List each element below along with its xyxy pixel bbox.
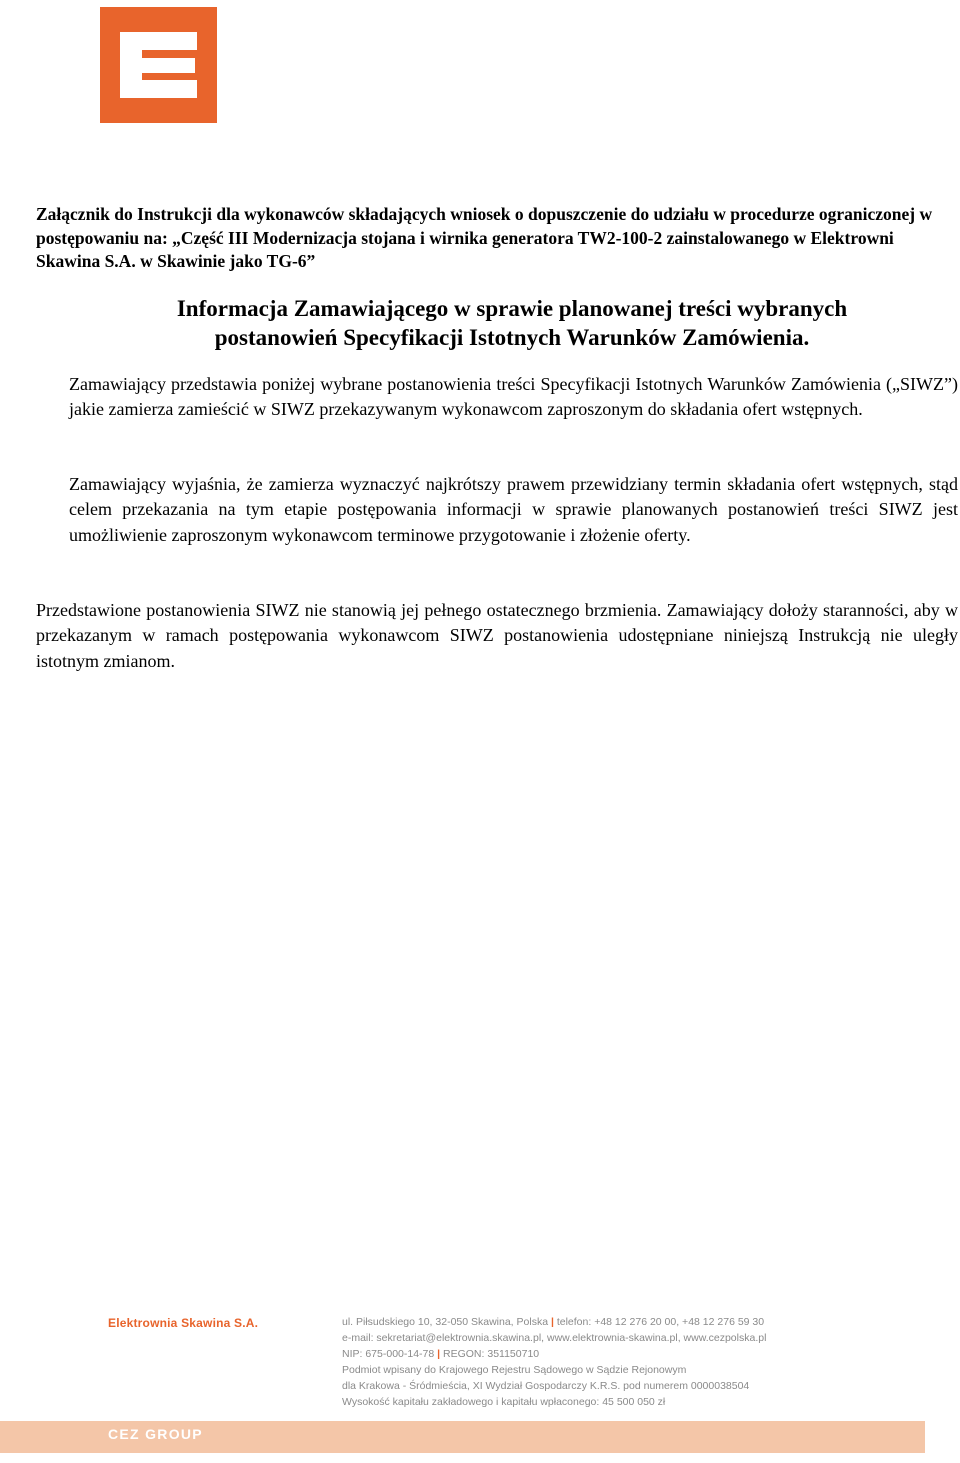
footer-line-address <box>342 1314 902 1330</box>
footer-registry-2: dla Krakowa - Śródmieścia, XI Wydział Gospodarczy K.R.S. pod numerem 0000038504 <box>342 1380 750 1392</box>
cez-group-label: CEZ GROUP <box>108 1426 203 1442</box>
footer-regon: REGON: 351150710 <box>443 1348 540 1360</box>
document-title <box>0 294 960 352</box>
footer-nip: NIP: 675-000-14-78 <box>342 1348 435 1360</box>
separator: | <box>550 1316 557 1328</box>
paragraph-3: Przedstawione postanowienia SIWZ nie stanowią jej pełnego ostatecznego brzmienia. Zamawiający dołoży staranności, aby w przekazanym w ramach postępowania wykonawcom SIWZ postanowienia udostępniane niniejszą Instrukcją nie uległy istotnym zmianom. <box>36 600 958 671</box>
footer-web: e-mail: sekretariat@elektrownia.skawina.pl, www.elektrownia-skawina.pl, www.cezpolska.pl <box>342 1332 767 1344</box>
footer-contact-block <box>342 1314 902 1410</box>
logo-e-shape <box>120 32 197 98</box>
title-line-1: Informacja Zamawiającego w sprawie planowanej treści wybranych <box>176 296 848 321</box>
footer-address: ul. Piłsudskiego 10, 32-050 Skawina, Polska <box>342 1316 549 1328</box>
paragraph-1: Zamawiający przedstawia poniżej wybrane postanowienia treści Specyfikacji Istotnych Warunków Zamówienia („SIWZ”) jakie zamierza zamieścić w SIWZ przekazywanym wykonawcom zaproszonym do składania ofert wstępnych. <box>69 374 958 420</box>
cez-logo <box>100 7 217 123</box>
attachment-note: Załącznik do Instrukcji dla wykonawców składających wniosek o dopuszczenie do udziału w procedurze ograniczonej w postępowaniu na: „Część III Modernizacja stojana i wirnika generatora TW2-100-2 zainstalowanego w Elektrowni Skawina S.A. w Skawinie jako TG-6” <box>36 204 933 271</box>
title-line-2: postanowień Specyfikacji Istotnych Warunków Zamówienia. <box>214 325 810 350</box>
footer-capital: Wysokość kapitału zakładowego i kapitału wpłaconego: 45 500 050 zł <box>342 1396 666 1408</box>
footer-registry-1: Podmiot wpisany do Krajowego Rejestru Sądowego w Sądzie Rejonowym <box>342 1364 687 1376</box>
paragraph-2: Zamawiający wyjaśnia, że zamierza wyznaczyć najkrótszy prawem przewidziany termin składania ofert wstępnych, stąd celem przekazania na tym etapie postępowania informacji w sprawie planowanych postanowień treści SIWZ jest umożliwienie zaproszonym wykonawcom terminowe przygotowanie i złożenie oferty. <box>69 474 958 545</box>
footer-line-ids <box>342 1346 902 1362</box>
footer-phone: telefon: +48 12 276 20 00, +48 12 276 59 30 <box>556 1316 765 1328</box>
footer-company-name: Elektrownia Skawina S.A. <box>108 1316 259 1330</box>
separator: | <box>437 1348 444 1360</box>
